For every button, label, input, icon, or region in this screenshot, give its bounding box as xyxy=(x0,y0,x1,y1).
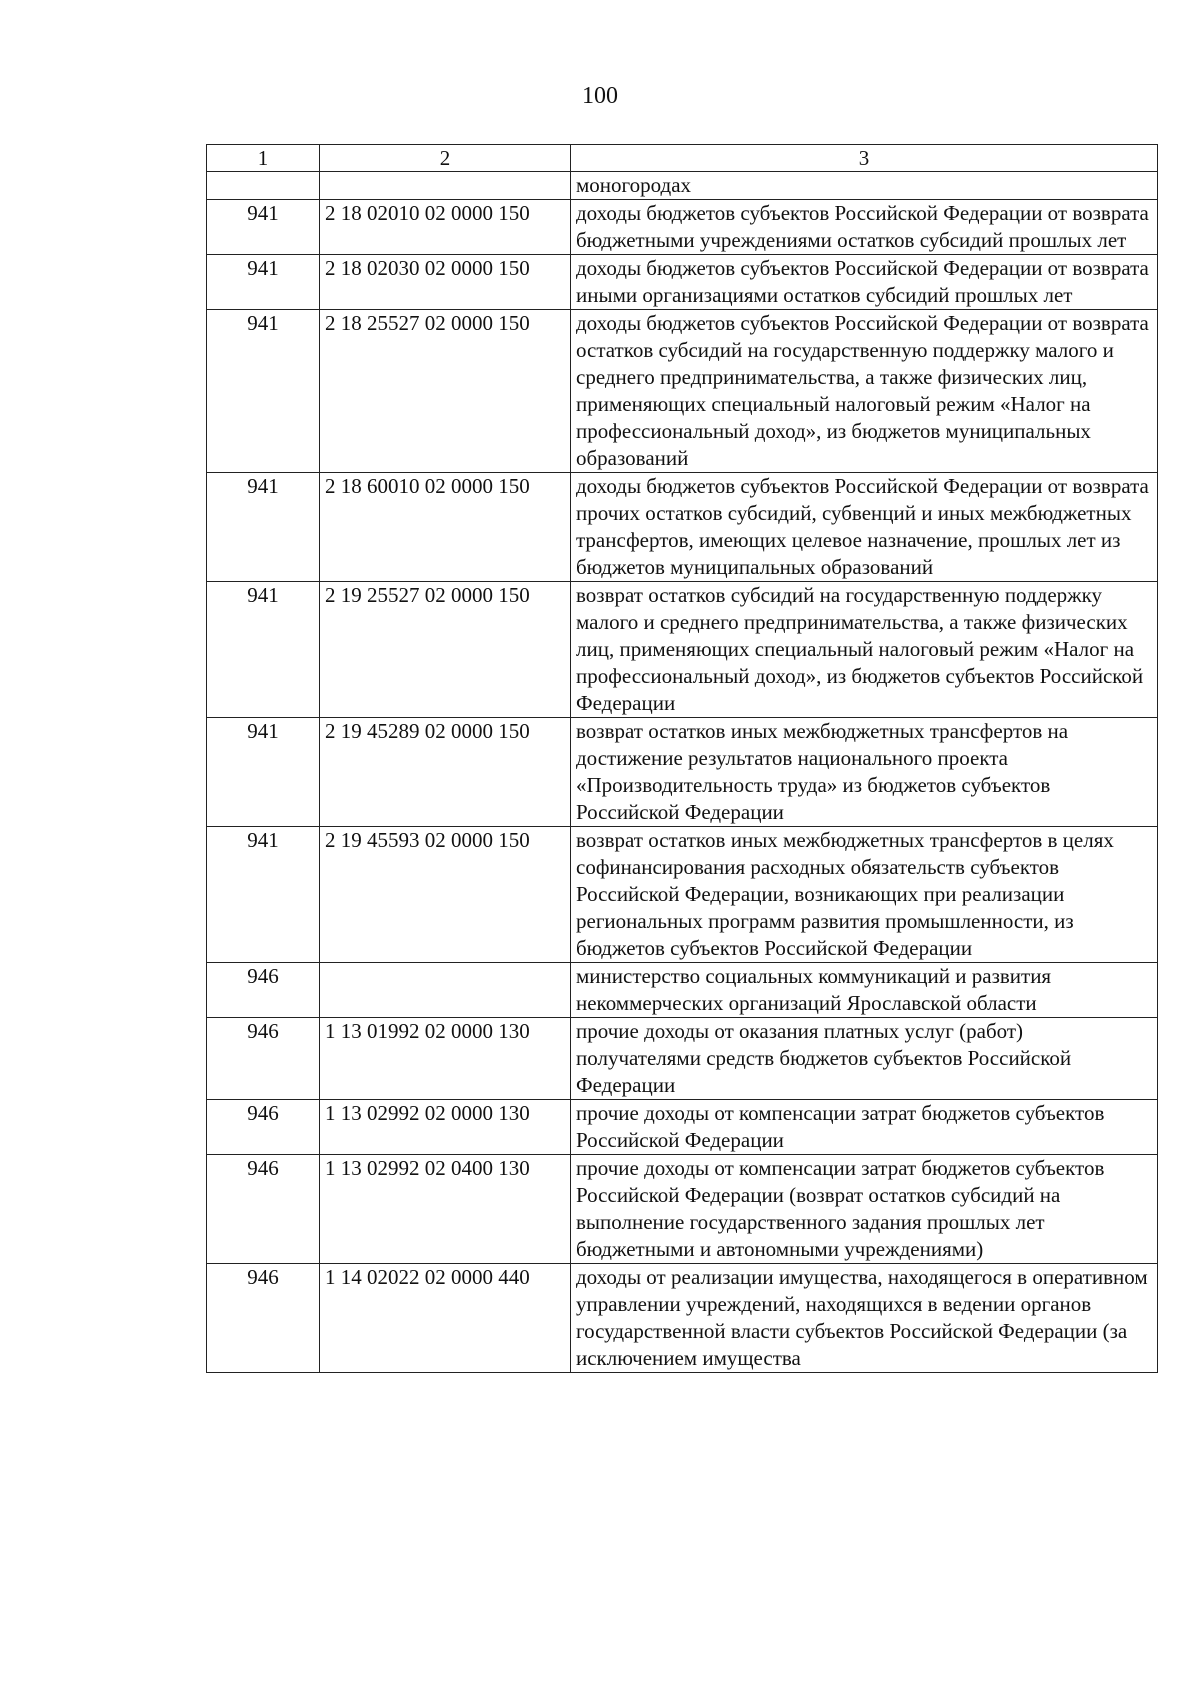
budget-code-cell: 2 19 45289 02 0000 150 xyxy=(320,718,571,827)
budget-code-cell: 1 13 02992 02 0400 130 xyxy=(320,1155,571,1264)
table-row xyxy=(207,963,1158,1018)
table-row xyxy=(207,718,1158,827)
budget-code-cell: 2 19 25527 02 0000 150 xyxy=(320,582,571,718)
description-cell: возврат остатков субсидий на государственную поддержку малого и среднего предпринимательства, а также физических лиц, применяющих специальный налоговый режим «Налог на профессиональный доход», из бюджетов субъектов Российской Федерации xyxy=(571,582,1158,718)
budget-code-cell xyxy=(320,963,571,1018)
budget-code-cell xyxy=(320,172,571,200)
table-row xyxy=(207,1100,1158,1155)
description-cell: доходы бюджетов субъектов Российской Федерации от возврата прочих остатков субсидий, субвенций и иных межбюджетных трансфертов, имеющих целевое назначение, прошлых лет из бюджетов муниципальных образований xyxy=(571,473,1158,582)
description-cell: моногородах xyxy=(571,172,1158,200)
admin-code-cell: 941 xyxy=(207,310,320,473)
table-row xyxy=(207,1155,1158,1264)
table-header-row xyxy=(207,145,1158,172)
description-cell: возврат остатков иных межбюджетных трансфертов на достижение результатов национального проекта «Производительность труда» из бюджетов субъектов Российской Федерации xyxy=(571,718,1158,827)
description-cell: доходы бюджетов субъектов Российской Федерации от возврата иными организациями остатков субсидий прошлых лет xyxy=(571,255,1158,310)
table-row xyxy=(207,255,1158,310)
admin-code-cell: 941 xyxy=(207,827,320,963)
admin-code-cell: 946 xyxy=(207,1264,320,1373)
column-header-3: 3 xyxy=(571,145,1158,172)
admin-code-cell: 941 xyxy=(207,582,320,718)
description-cell: прочие доходы от оказания платных услуг (работ) получателями средств бюджетов субъектов Российской Федерации xyxy=(571,1018,1158,1100)
description-cell: доходы бюджетов субъектов Российской Федерации от возврата бюджетными учреждениями остатков субсидий прошлых лет xyxy=(571,200,1158,255)
table-row xyxy=(207,172,1158,200)
admin-code-cell xyxy=(207,172,320,200)
admin-code-cell: 946 xyxy=(207,1018,320,1100)
table-row xyxy=(207,1018,1158,1100)
table-row xyxy=(207,473,1158,582)
description-cell: доходы бюджетов субъектов Российской Федерации от возврата остатков субсидий на государственную поддержку малого и среднего предпринимательства, а также физических лиц, применяющих специальный налоговый режим «Налог на профессиональный доход», из бюджетов муниципальных образований xyxy=(571,310,1158,473)
description-cell: возврат остатков иных межбюджетных трансфертов в целях софинансирования расходных обязательств субъектов Российской Федерации, возникающих при реализации региональных программ развития промышленности, из бюджетов субъектов Российской Федерации xyxy=(571,827,1158,963)
budget-code-cell: 2 18 02010 02 0000 150 xyxy=(320,200,571,255)
budget-code-cell: 1 14 02022 02 0000 440 xyxy=(320,1264,571,1373)
table-row xyxy=(207,582,1158,718)
budget-code-cell: 2 19 45593 02 0000 150 xyxy=(320,827,571,963)
description-cell: доходы от реализации имущества, находящегося в оперативном управлении учреждений, находящихся в ведении органов государственной власти субъектов Российской Федерации (за исключением имущества xyxy=(571,1264,1158,1373)
budget-code-cell: 2 18 25527 02 0000 150 xyxy=(320,310,571,473)
admin-code-cell: 946 xyxy=(207,1100,320,1155)
admin-code-cell: 946 xyxy=(207,963,320,1018)
description-cell: прочие доходы от компенсации затрат бюджетов субъектов Российской Федерации xyxy=(571,1100,1158,1155)
table-row xyxy=(207,1264,1158,1373)
admin-code-cell: 946 xyxy=(207,1155,320,1264)
budget-code-cell: 2 18 02030 02 0000 150 xyxy=(320,255,571,310)
table-row xyxy=(207,827,1158,963)
column-header-2: 2 xyxy=(320,145,571,172)
budget-code-cell: 1 13 01992 02 0000 130 xyxy=(320,1018,571,1100)
description-cell: министерство социальных коммуникаций и развития некоммерческих организаций Ярославской области xyxy=(571,963,1158,1018)
admin-code-cell: 941 xyxy=(207,255,320,310)
budget-code-cell: 1 13 02992 02 0000 130 xyxy=(320,1100,571,1155)
column-header-1: 1 xyxy=(207,145,320,172)
table-row xyxy=(207,310,1158,473)
revenue-codes-table xyxy=(206,144,1158,1373)
description-cell: прочие доходы от компенсации затрат бюджетов субъектов Российской Федерации (возврат остатков субсидий на выполнение государственного задания прошлых лет бюджетными и автономными учреждениями) xyxy=(571,1155,1158,1264)
admin-code-cell: 941 xyxy=(207,200,320,255)
budget-code-cell: 2 18 60010 02 0000 150 xyxy=(320,473,571,582)
page-number: 100 xyxy=(582,83,618,109)
admin-code-cell: 941 xyxy=(207,473,320,582)
table-row xyxy=(207,200,1158,255)
admin-code-cell: 941 xyxy=(207,718,320,827)
